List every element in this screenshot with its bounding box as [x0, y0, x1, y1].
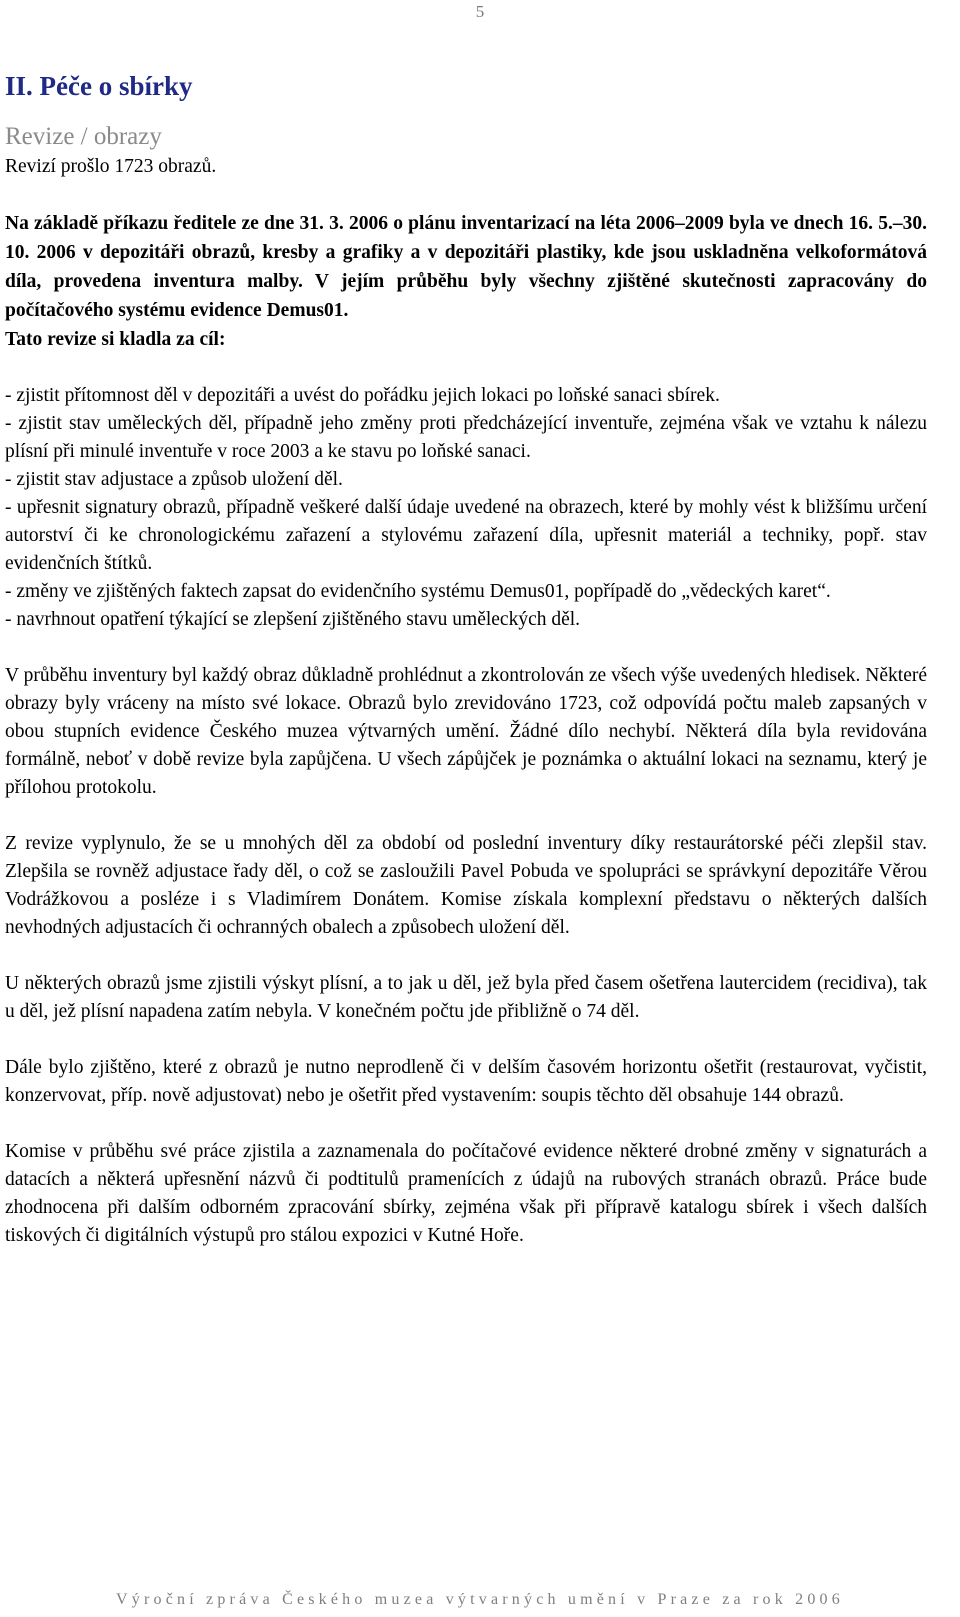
summary-line: Revizí prošlo 1723 obrazů. [5, 156, 217, 177]
paragraph-records: Komise v průběhu své práce zjistila a zaznamenala do počítačové evidence některé drobné změny v signaturách a datacích a některá upřesnění názvů či podtitulů pramenících z údajů na rubových stranách obrazů. Práce bude zhodnocena při dalším odborném zpracování sbírky, zejména však při přípravě katalogu sbírek i všech dalších tiskových či digitálních výstupů pro stálou expozici v Kutné Hoře. [5, 1141, 927, 1246]
paragraph-condition: Z revize vyplynulo, že se u mnohých děl za období od poslední inventury díky restaurátorské péči zlepšil stav. Zlepšila se rovněž adjustace řady děl, o což se zasloužili Pavel Pobuda ve spolupráci se správkyní depozitáře Věrou Vodrážkovou a posléze i s Vladimírem Donátem. Komise získala komplexní představu o některých dalších nevhodných adjustacích či ochranných obalech a způsobech uložení děl. [5, 833, 927, 938]
goals-title: Tato revize si kladla za cíl: [5, 329, 226, 350]
list-item: - upřesnit signatury obrazů, případně veškeré další údaje uvedené na obrazech, které by mohly vést k bližšímu určení autorství či ke chronologickému zařazení a stylovému zařazení díla, upřesnit materiál a techniky, popř. stav evidenčních štítků. [5, 497, 927, 574]
paragraph-mold: U některých obrazů jsme zjistili výskyt plísní, a to jak u děl, jež byla před časem ošetřena lautercidem (recidiva), tak u děl, jež plísní napadena zatím nebyla. V konečném počtu jde přibližně o 74 děl. [5, 973, 927, 1022]
intro-paragraph: Na základě příkazu ředitele ze dne 31. 3. 2006 o plánu inventarizací na léta 2006–2009 byla ve dnech 16. 5.–30. 10. 2006 v depozitáři obrazů, kresby a grafiky a v depozitáři plastiky, kde jsou uskladněna velkoformátová díla, provedena inventura malby. V jejím průběhu byly všechny zjištěné skutečnosti zapracovány do počítačového systému evidence Demus01. [5, 213, 927, 321]
section-heading: II. Péče o sbírky [5, 71, 193, 101]
list-item: - zjistit stav adjustace a způsob uložení děl. [5, 469, 343, 490]
paragraph-treatment: Dále bylo zjištěno, které z obrazů je nutno neprodleně či v delším časovém horizontu ošetřit (restaurovat, vyčistit, konzervovat, příp. nově adjustovat) nebo je ošetřit před vystavením: soupis těchto děl obsahuje 144 obrazů. [5, 1057, 927, 1106]
page-number: 5 [475, 2, 485, 21]
list-item: - zjistit stav uměleckých děl, případně jeho změny proti předcházející inventuře, zejména však ve vztahu k nálezu plísní při minulé inventuře v roce 2003 a ke stavu po loňské sanaci. [5, 413, 927, 462]
page-footer: Výroční zpráva Českého muzea výtvarných umění v Praze za rok 2006 [116, 1591, 844, 1608]
list-item: - navrhnout opatření týkající se zlepšení zjištěného stavu uměleckých děl. [5, 609, 581, 630]
list-item: - zjistit přítomnost děl v depozitáři a uvést do pořádku jejich lokaci po loňské sanaci sbírek. [5, 385, 720, 406]
paragraph-inventory: V průběhu inventury byl každý obraz důkladně prohlédnut a zkontrolován ze všech výše uvedených hledisek. Některé obrazy byly vráceny na místo své lokace. Obrazů bylo zrevidováno 1723, což odpovídá počtu maleb zapsaných v obou stupních evidence Českého muzea výtvarných umění. Žádné dílo nechybí. Některá díla byla revidována formálně, neboť v době revize byla zapůjčena. U všech zápůjček je poznámka o aktuální lokaci na seznamu, který je přílohou protokolu. [5, 665, 927, 798]
sub-heading: Revize / obrazy [5, 123, 162, 150]
list-item: - změny ve zjištěných faktech zapsat do evidenčního systému Demus01, popřípadě do „vědeckých karet“. [5, 581, 831, 602]
document-body [5, 68, 927, 1250]
goals-list [5, 382, 927, 634]
